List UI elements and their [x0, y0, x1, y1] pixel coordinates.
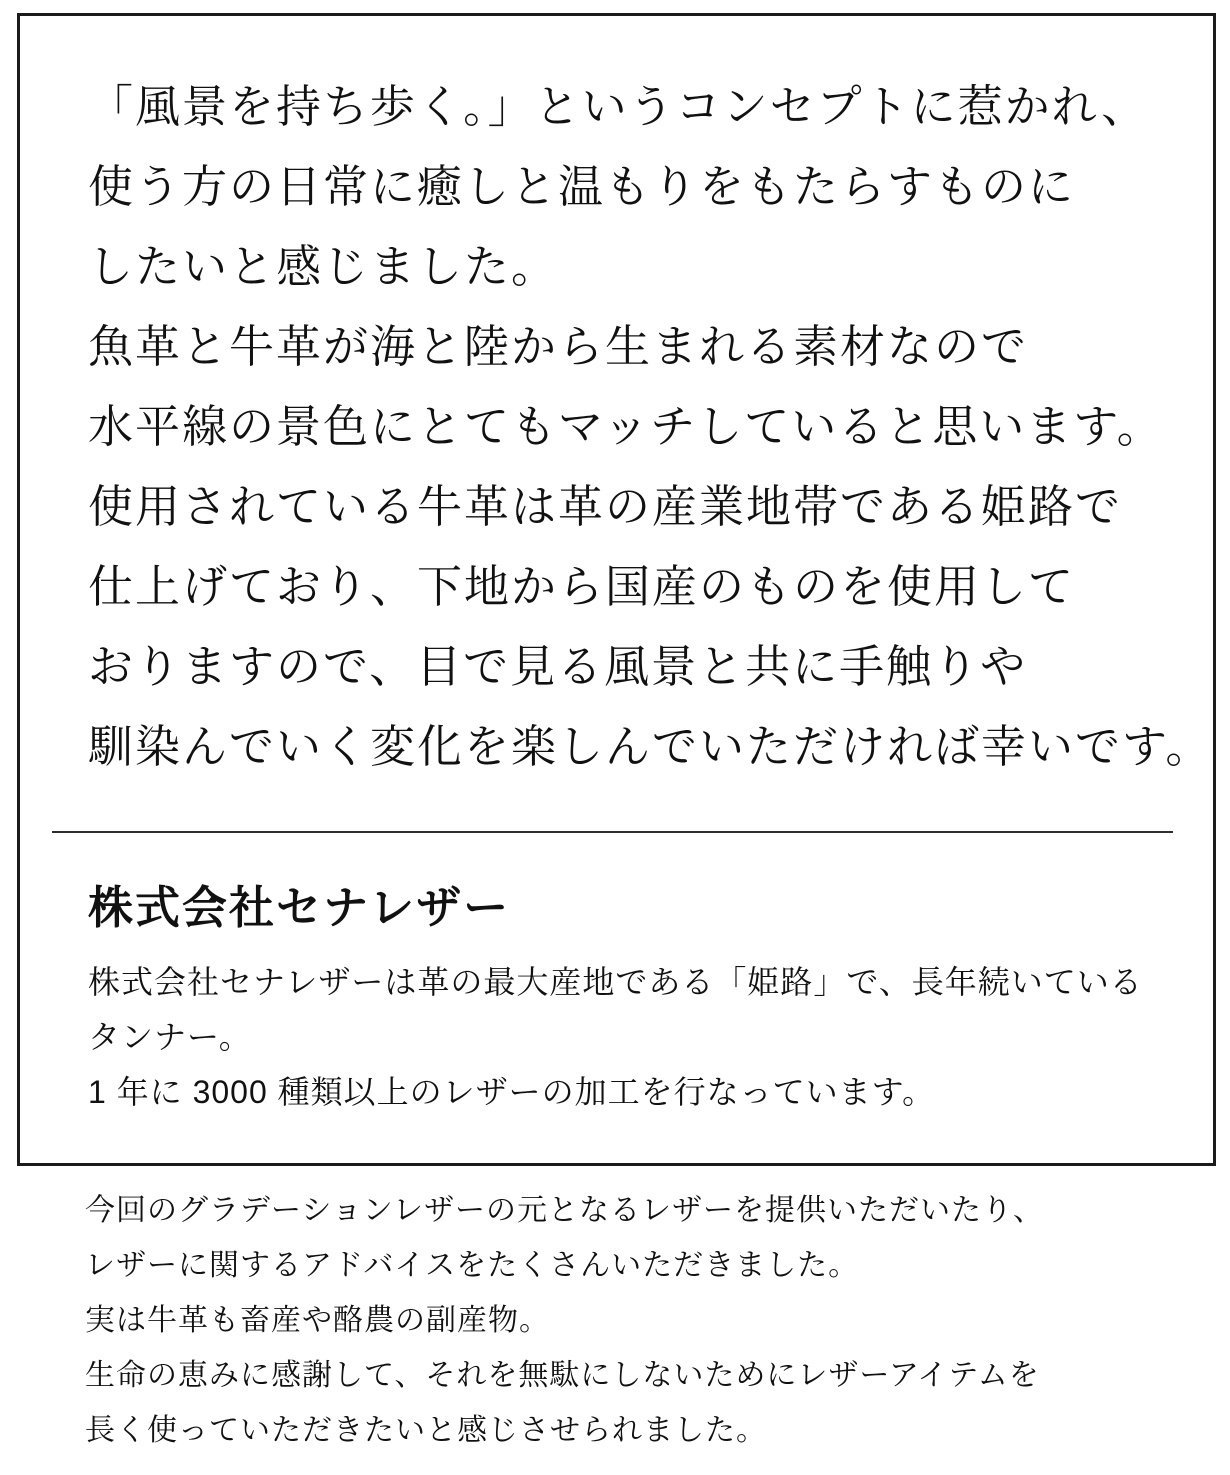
quote-box [17, 13, 1216, 1166]
quote-paragraph-line: おりますので、目で見る風景と共に手触りや [88, 641, 1028, 692]
quote-paragraph-line: 「風景を持ち歩く。」というコンセプトに惹かれ、 [88, 81, 1149, 132]
footer-note-line: 長く使っていただきたいと感じさせられました。 [85, 1414, 767, 1447]
quote-paragraph-line: 水平線の景色にとてもマッチしていると思います。 [88, 401, 1164, 452]
quote-paragraph-line: 馴染んでいく変化を楽しんでいただければ幸いです。 [88, 721, 1213, 772]
company-description-line: 株式会社セナレザーは革の最大産地である「姫路」で、長年続いている [88, 964, 1143, 1000]
quote-paragraph [88, 67, 1213, 787]
footer-note-line: 実は牛革も畜産や酪農の副産物。 [85, 1304, 550, 1337]
company-name: 株式会社セナレザー [88, 882, 511, 933]
quote-paragraph-line: 仕上げており、下地から国産のものを使用して [88, 561, 1076, 612]
footer-note [85, 1183, 1044, 1458]
footer-note-line: レザーに関するアドバイスをたくさんいただきました。 [85, 1249, 860, 1282]
company-description-line: 1 年に 3000 種類以上のレザーの加工を行なっています。 [88, 1074, 936, 1110]
company-description-line: タンナー。 [88, 1019, 252, 1055]
section-divider [52, 831, 1173, 833]
quote-paragraph-line: 使用されている牛革は革の産業地帯である姫路で [88, 481, 1123, 532]
footer-note-line: 今回のグラデーションレザーの元となるレザーを提供いただいたり、 [85, 1194, 1045, 1227]
quote-paragraph-line: 魚革と牛革が海と陸から生まれる素材なので [88, 321, 1029, 372]
quote-paragraph-line: 使う方の日常に癒しと温もりをもたらすものに [88, 161, 1076, 212]
quote-paragraph-line: したいと感じました。 [88, 241, 559, 292]
footer-note-line: 生命の恵みに感謝して、それを無駄にしないためにレザーアイテムを [85, 1359, 1040, 1392]
company-description [88, 955, 1143, 1120]
